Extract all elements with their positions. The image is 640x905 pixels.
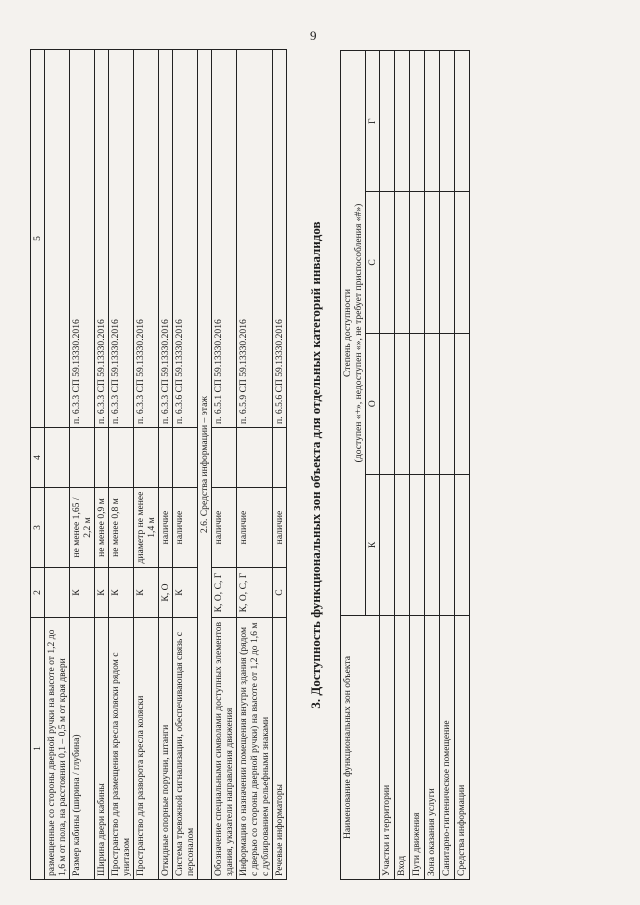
section-row xyxy=(198,50,212,880)
cell-reference: п. 6.3.3 СП 59.13330.2016 xyxy=(70,50,95,428)
zone-name: Санитарно-гигиеническое помещение xyxy=(440,615,455,879)
zone-cell xyxy=(425,51,440,192)
zone-cell xyxy=(440,192,455,333)
cell-category: К, О, С, Г xyxy=(212,568,237,618)
table-row xyxy=(95,50,109,880)
cell-category: К xyxy=(95,568,109,618)
cell-category: К, О xyxy=(159,568,173,618)
table-row xyxy=(455,51,470,880)
zone-cell xyxy=(455,51,470,192)
cell-actual xyxy=(159,428,173,488)
cell-actual xyxy=(70,428,95,488)
table-row xyxy=(134,50,159,880)
zone-cell xyxy=(380,51,395,192)
zone-cell xyxy=(425,474,440,615)
col-header: 2 xyxy=(31,568,45,618)
cell-actual xyxy=(212,428,237,488)
zone-cell xyxy=(395,192,410,333)
cell-category: К xyxy=(173,568,198,618)
cell-reference: п. 6.3.3 СП 59.13330.2016 xyxy=(109,50,134,428)
zone-cell xyxy=(395,474,410,615)
cell-actual xyxy=(273,428,287,488)
col-header: 5 xyxy=(31,50,45,428)
category-header: Г xyxy=(366,51,380,192)
zone-name: Вход xyxy=(395,615,410,879)
cell-name: Ширина двери кабины xyxy=(95,618,109,880)
table-row xyxy=(425,51,440,880)
table-row xyxy=(212,50,237,880)
zone-cell xyxy=(425,192,440,333)
cell-category xyxy=(45,568,70,618)
cell-actual xyxy=(173,428,198,488)
table-header-row xyxy=(31,50,45,880)
cell-reference: п. 6.5.6 СП 59.13330.2016 xyxy=(273,50,287,428)
table-row xyxy=(173,50,198,880)
cell-actual xyxy=(95,428,109,488)
cell-actual xyxy=(109,428,134,488)
table-row xyxy=(45,50,70,880)
zone-cell xyxy=(455,192,470,333)
zone-cell xyxy=(455,474,470,615)
zone-name: Пути движения xyxy=(410,615,425,879)
cell-reference: п. 6.3.3 СП 59.13330.2016 xyxy=(95,50,109,428)
cell-category: К, О, С, Г xyxy=(237,568,273,618)
cell-value xyxy=(45,488,70,568)
zone-name: Участки и территории xyxy=(380,615,395,879)
cell-reference: п. 6.5.9 СП 59.13330.2016 xyxy=(237,50,273,428)
zone-cell xyxy=(380,474,395,615)
zone-cell xyxy=(455,333,470,474)
cell-actual xyxy=(134,428,159,488)
cell-reference: п. 6.3.3 СП 59.13330.2016 xyxy=(134,50,159,428)
zone-name: Зона оказания услуги xyxy=(425,615,440,879)
zone-cell xyxy=(410,51,425,192)
cell-reference xyxy=(45,50,70,428)
table-row xyxy=(395,51,410,880)
zone-cell xyxy=(440,474,455,615)
col-header: 3 xyxy=(31,488,45,568)
table-row xyxy=(440,51,455,880)
degree-title: Степень доступности xyxy=(342,289,353,377)
table-row xyxy=(70,50,95,880)
zone-name: Средства информации xyxy=(455,615,470,879)
cell-value: наличие xyxy=(159,488,173,568)
category-header: О xyxy=(366,333,380,474)
cell-name: Откидные опорные поручни, штанги xyxy=(159,618,173,880)
cell-reference: п. 6.5.1 СП 59.13330.2016 xyxy=(212,50,237,428)
category-header: К xyxy=(366,474,380,615)
cell-category: К xyxy=(70,568,95,618)
table-header-row xyxy=(341,51,366,880)
section-3-title: 3. Доступность функциональных зон объекта для отдельных категорий инвалидов xyxy=(308,221,323,709)
table-row xyxy=(159,50,173,880)
table-row xyxy=(273,50,287,880)
cell-value: наличие xyxy=(173,488,198,568)
degree-legend: (доступен «+», недоступен «», не требует приспособления «#») xyxy=(353,203,364,463)
table-row xyxy=(109,50,134,880)
zone-cell xyxy=(410,192,425,333)
cell-category: К xyxy=(134,568,159,618)
zone-cell xyxy=(410,333,425,474)
table-row xyxy=(380,51,395,880)
cell-value: наличие xyxy=(273,488,287,568)
cell-name: Размер кабины (ширина / глубина) xyxy=(70,618,95,880)
cell-category: К xyxy=(109,568,134,618)
cell-name: Система тревожной сигнализации, обеспечивающая связь с персоналом xyxy=(173,618,198,880)
cell-value: не менее 1,65 / 2,2 м xyxy=(70,488,95,568)
col-header: 1 xyxy=(31,618,45,880)
page-number: 9 xyxy=(310,28,317,43)
cell-value: диаметр не менее 1,4 м xyxy=(134,488,159,568)
zone-cell xyxy=(440,333,455,474)
cell-name: Пространство для разворота кресла коляски xyxy=(134,618,159,880)
zone-cell xyxy=(380,192,395,333)
degree-header xyxy=(341,51,366,616)
cell-actual xyxy=(237,428,273,488)
cell-value: не менее 0,9 м xyxy=(95,488,109,568)
cell-name: Информация о назначении помещения внутри здания (рядом с дверью со стороны дверной ручки) на высоте от 1,2 до 1,6 м с дублированием рельефными знаками xyxy=(237,618,273,880)
cell-reference: п. 6.3.3 СП 59.13330.2016 xyxy=(159,50,173,428)
table-row xyxy=(410,51,425,880)
category-header: С xyxy=(366,192,380,333)
zone-cell xyxy=(395,51,410,192)
cell-category: С xyxy=(273,568,287,618)
zone-cell xyxy=(410,474,425,615)
cell-name: Обозначение специальными символами доступных элементов здания, указатели направления движения xyxy=(212,618,237,880)
cell-actual xyxy=(45,428,70,488)
cell-name: Речевые информаторы xyxy=(273,618,287,880)
zone-cell xyxy=(440,51,455,192)
requirements-table xyxy=(30,49,287,880)
cell-value: наличие xyxy=(212,488,237,568)
cell-name: Пространство для размещения кресла коляски рядом с унитазом xyxy=(109,618,134,880)
cell-value: наличие xyxy=(237,488,273,568)
cell-reference: п. 6.3.6 СП 59.13330.2016 xyxy=(173,50,198,428)
table-row xyxy=(237,50,273,880)
cell-value: не менее 0,8 м xyxy=(109,488,134,568)
zone-cell xyxy=(395,333,410,474)
zone-name-header: Наименование функциональных зон объекта xyxy=(341,615,380,879)
zone-cell xyxy=(425,333,440,474)
col-header: 4 xyxy=(31,428,45,488)
rotated-content xyxy=(10,50,530,880)
zone-cell xyxy=(380,333,395,474)
section-title: 2.6. Средства информации – этаж xyxy=(198,50,212,880)
accessibility-table xyxy=(340,50,470,880)
cell-name: размещенные со стороны дверной ручки на высоте от 1,2 до 1,6 м от пола, на расстоянии 0,1 – 0,5 м от края двери xyxy=(45,618,70,880)
